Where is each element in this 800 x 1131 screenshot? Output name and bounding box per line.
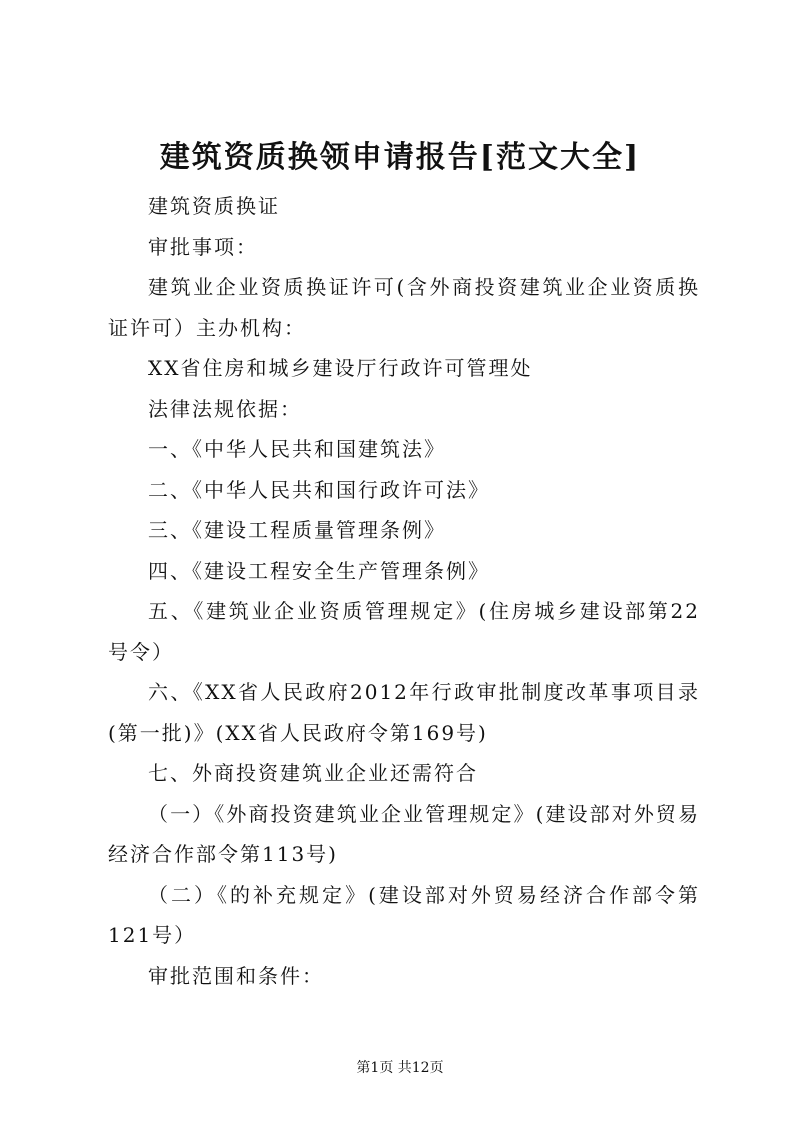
- paragraph-organizer-name: XX省住房和城乡建设厅行政许可管理处: [148, 356, 533, 380]
- paragraph-law-4: 四、《建设工程安全生产管理条例》: [148, 558, 490, 583]
- paragraph-subject: 建筑资质换证: [148, 194, 280, 218]
- document-body: [108, 186, 700, 996]
- paragraph-law-7-sub-1: （一）《外商投资建筑业企业管理规定》(建设部对外贸易经济合作部令第113号): [108, 801, 700, 866]
- paragraph-law-2: 二、《中华人民共和国行政许可法》: [148, 477, 490, 502]
- paragraph-license-and-organizer: 建筑业企业资质换证许可(含外商投资建筑业企业资质换证许可）主办机构：: [108, 275, 700, 340]
- page-number-footer: 第1页 共12页: [356, 1060, 444, 1076]
- paragraph-law-6: 六、《XX省人民政府2012年行政审批制度改革事项目录(第一批)》(XX省人民政府令第169号): [108, 680, 700, 745]
- paragraph-law-5: 五、《建筑业企业资质管理规定》(住房城乡建设部第22号令）: [108, 599, 700, 664]
- paragraph-law-3: 三、《建设工程质量管理条例》: [148, 518, 446, 542]
- paragraph-legal-basis-heading: 法律法规依据：: [148, 396, 302, 421]
- paragraph-scope-heading: 审批范围和条件：: [148, 963, 324, 988]
- document-title: 建筑资质换领申请报告[范文大全]: [159, 140, 641, 175]
- paragraph-law-7-sub-2: （二）《的补充规定》(建设部对外贸易经济合作部令第121号）: [108, 882, 700, 947]
- paragraph-law-1: 一、《中华人民共和国建筑法》: [148, 437, 446, 461]
- paragraph-law-7: 七、外商投资建筑业企业还需符合: [148, 761, 478, 785]
- paragraph-approval-item-heading: 审批事项：: [148, 234, 258, 259]
